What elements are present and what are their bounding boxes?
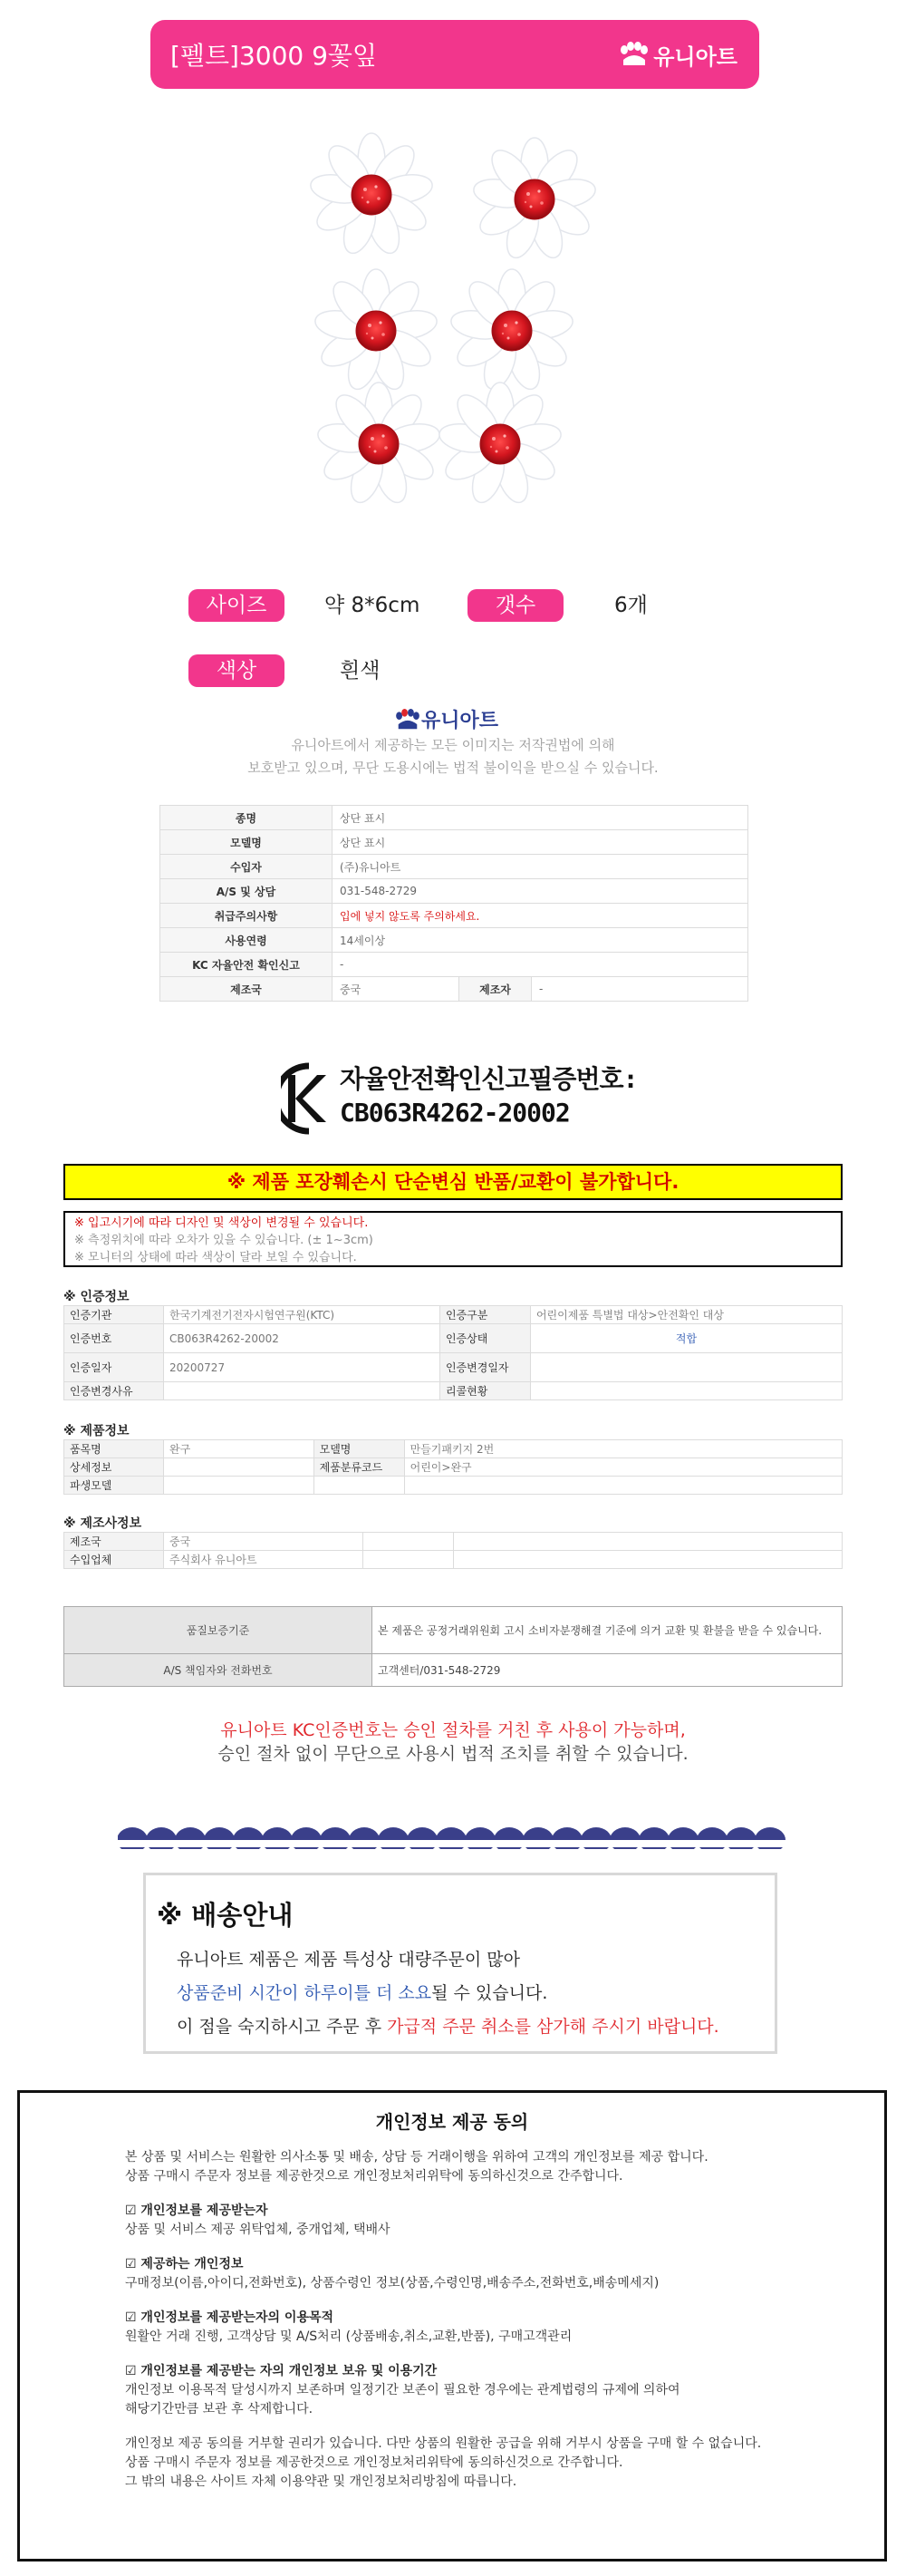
row-value: - [333, 953, 748, 977]
privacy-section-head: ☑ 개인정보를 제공받는 자의 개인정보 보유 및 이용기간 [125, 2364, 438, 2378]
cell: 상세정보 [64, 1458, 164, 1477]
brand-name: 유니아트 [421, 710, 499, 732]
cell: 인증번호 [64, 1324, 164, 1353]
color-value: 흰색 [340, 659, 381, 683]
kc-line: 자율안전확인신고필증번호: [340, 1064, 638, 1094]
maker-section-title: ※ 제조사정보 [63, 1516, 142, 1531]
product-image [290, 127, 616, 508]
table-row [64, 1353, 843, 1382]
kc-cert-number [340, 1062, 637, 1129]
kc-line: CB063R4262-20002 [340, 1098, 570, 1128]
privacy-section [125, 2309, 779, 2347]
shipping-highlight: 가급적 주문 취소를 삼가해 주시기 바랍니다. [387, 2017, 719, 2037]
privacy-section-head: ☑ 개인정보를 제공받는자의 이용목적 [125, 2310, 334, 2325]
notice-line: ※ 입고시기에 따라 디자인 및 색상이 변경될 수 있습니다. [74, 1216, 369, 1230]
color-label: 색상 [188, 654, 284, 687]
cell [164, 1477, 314, 1495]
privacy-section [125, 2202, 779, 2240]
cell [530, 1353, 842, 1382]
cert-section-title: ※ 인증정보 [63, 1290, 130, 1304]
cert-table [63, 1305, 843, 1400]
cell: 적합 [530, 1324, 842, 1353]
table-row [160, 977, 748, 1002]
row-label: KC 자율안전 확인신고 [160, 953, 333, 977]
table-row [160, 928, 748, 953]
table-row [64, 1306, 843, 1324]
flower-1 [308, 133, 434, 257]
cell: 수입업체 [64, 1551, 164, 1569]
cell [164, 1458, 314, 1477]
row-value: 14세이상 [333, 928, 748, 953]
row-value: 입에 넣지 않도록 주의하세요. [333, 904, 748, 928]
table-row [160, 855, 748, 879]
privacy-line: 상품 구매시 주문자 정보를 제공한것으로 개인정보처리위탁에 동의하신것으로 간주합니다. [125, 2169, 623, 2184]
privacy-line: 해당기간만큼 보관 후 삭제합니다. [125, 2402, 313, 2416]
row-label: 취급주의사항 [160, 904, 333, 928]
privacy-line: 상품 및 서비스 제공 위탁업체, 중개업체, 택배사 [125, 2223, 390, 2237]
product-spec-table [63, 1439, 843, 1495]
kc-warning-line: 유니아트 KC인증번호는 승인 절차를 거친 후 사용이 가능하며, [220, 1720, 686, 1740]
cell [454, 1551, 843, 1569]
privacy-line: 원활안 거래 진행, 고객상담 및 A/S처리 (상품배송,취소,교환,반품), 구매고객관리 [125, 2329, 573, 2344]
cell: 고객센터/031-548-2729 [372, 1654, 843, 1687]
table-row [64, 1533, 843, 1551]
maker-table [63, 1532, 843, 1569]
kc-mark-icon [281, 1062, 337, 1135]
cell [363, 1533, 454, 1551]
cell: 모델명 [313, 1440, 404, 1458]
privacy-section [125, 2255, 779, 2293]
flower-3 [313, 269, 439, 393]
cell: 한국기계전기전자시험연구원(KTC) [164, 1306, 440, 1324]
brand-name: 유니아트 [653, 44, 737, 70]
row-label: 사용연령 [160, 928, 333, 953]
product-section-title: ※ 제품정보 [63, 1424, 130, 1438]
cell: 인증변경사유 [64, 1382, 164, 1400]
table-row [64, 1324, 843, 1353]
cell: 품질보증기준 [64, 1607, 372, 1654]
notice-line: ※ 모니터의 상태에 따라 색상이 달라 보일 수 있습니다. [74, 1251, 357, 1264]
kc-usage-warning [91, 1719, 815, 1766]
row-label: 종명 [160, 806, 333, 830]
table-row [64, 1382, 843, 1400]
privacy-line: 상품 구매시 주문자 정보를 제공한것으로 개인정보처리위탁에 동의하신것으로 간주합니다. [125, 2455, 623, 2470]
cell: 제품분류코드 [313, 1458, 404, 1477]
copyright-line: 유니아트에서 제공하는 모든 이미지는 저작권법에 의해 [291, 737, 615, 753]
row-label: 수입자 [160, 855, 333, 879]
row-value: 031-548-2729 [333, 879, 748, 904]
table-row [64, 1654, 843, 1687]
cell: 어린이제품 특별법 대상>안전확인 대상 [530, 1306, 842, 1324]
table-row [160, 830, 748, 855]
row-label: 제조국 [160, 977, 333, 1002]
cell: 중국 [164, 1533, 363, 1551]
table-row [64, 1458, 843, 1477]
cell [404, 1477, 842, 1495]
product-title: [펠트]3000 9꽃잎 [170, 41, 378, 71]
shipping-line [157, 2010, 764, 2044]
shipping-highlight: 상품준비 시간이 하루이틀 더 소요 [177, 1983, 432, 2003]
cell [363, 1551, 454, 1569]
privacy-consent [17, 2090, 887, 2561]
cell: CB063R4262-20002 [164, 1324, 440, 1353]
privacy-line: 개인정보 제공 동의를 거부할 권리가 있습니다. 다만 상품의 원활한 공급을 위해 거부시 상품을 구매 할 수 없습니다. [125, 2436, 762, 2451]
privacy-line: 개인정보 이용목적 달성시까지 보존하며 일정기간 보존이 필요한 경우에는 관계법령의 규제에 의하여 [125, 2383, 680, 2397]
row-label: A/S 및 상담 [160, 879, 333, 904]
cell: 20200727 [164, 1353, 440, 1382]
cell: 인증구분 [439, 1306, 530, 1324]
cell: 제조국 [64, 1533, 164, 1551]
flower-5 [315, 383, 441, 507]
shipping-line: 유니아트 제품은 제품 특성상 대량주문이 많아 [177, 1950, 520, 1970]
table-row [64, 1477, 843, 1495]
cell [530, 1382, 842, 1400]
cell [454, 1533, 843, 1551]
table-row [160, 904, 748, 928]
cell: 만들기패키지 2번 [404, 1440, 842, 1458]
row-value: 상단 표시 [333, 806, 748, 830]
privacy-intro [125, 2148, 779, 2186]
cell: 주식회사 유니아트 [164, 1551, 363, 1569]
privacy-line: 그 밖의 내용은 사이트 자체 이용약관 및 개인정보처리방침에 따릅니다. [125, 2474, 517, 2489]
product-info-table [159, 805, 748, 1002]
notice-line: ※ 측정위치에 따라 오차가 있을 수 있습니다. (± 1~3cm) [74, 1234, 373, 1247]
row-label: 제조자 [459, 977, 532, 1002]
cell: 인증기관 [64, 1306, 164, 1324]
table-row [64, 1551, 843, 1569]
size-label: 사이즈 [188, 589, 284, 622]
privacy-line: 본 상품 및 서비스는 원활한 의사소통 및 배송, 상담 등 거래이행을 위하여 고객의 개인정보를 제공 합니다. [125, 2150, 708, 2164]
privacy-title: 개인정보 제공 동의 [375, 2111, 529, 2133]
row-value: (주)유니아트 [333, 855, 748, 879]
count-value: 6개 [614, 594, 648, 617]
notice-box [63, 1211, 843, 1267]
cell [164, 1382, 440, 1400]
brand-logo-mid [394, 705, 498, 733]
quality-assurance-table [63, 1606, 843, 1687]
size-value: 약 8*6cm [324, 594, 420, 617]
table-row [160, 806, 748, 830]
brand-logo [619, 39, 737, 71]
cell: 인증변경일자 [439, 1353, 530, 1382]
copyright-line: 보호받고 있으며, 무단 도용시에는 법적 불이익을 받으실 수 있습니다. [247, 760, 659, 776]
privacy-section-head: ☑ 개인정보를 제공받는자 [125, 2203, 268, 2218]
cell: 품목명 [64, 1440, 164, 1458]
shipping-text: 될 수 있습니다. [431, 1983, 548, 2003]
table-row [160, 953, 748, 977]
cell: 인증일자 [64, 1353, 164, 1382]
privacy-section [125, 2362, 779, 2419]
copyright-notice [181, 734, 725, 780]
table-row [64, 1607, 843, 1654]
shipping-notice [143, 1873, 777, 2054]
cell: 인증상태 [439, 1324, 530, 1353]
paw-icon [619, 42, 650, 67]
table-row [160, 879, 748, 904]
shipping-title: ※ 배송안내 [157, 1900, 294, 1931]
flower-6 [437, 383, 563, 507]
cell: 본 제품은 공정거래위원회 고시 소비자분쟁해결 기준에 의거 교환 및 환불을 받을 수 있습니다. [372, 1607, 843, 1654]
row-value: 중국 [333, 977, 459, 1002]
table-row [64, 1440, 843, 1458]
cell [313, 1477, 404, 1495]
cell: A/S 책임자와 전화번호 [64, 1654, 372, 1687]
kc-warning-line: 승인 절차 없이 무단으로 사용시 법적 조치를 취할 수 있습니다. [217, 1744, 689, 1764]
privacy-section-head: ☑ 제공하는 개인정보 [125, 2257, 244, 2271]
privacy-outro [125, 2435, 779, 2492]
cell: 어린이>완구 [404, 1458, 842, 1477]
flower-4 [448, 269, 574, 393]
row-value: - [532, 977, 748, 1002]
privacy-line: 구매정보(이름,아이디,전화번호), 상품수령인 정보(상품,수령인명,배송주소,전화번호,배송메세지) [125, 2276, 660, 2290]
paw-icon [394, 709, 421, 731]
shipping-line [157, 1977, 764, 2010]
scallop-divider [118, 1822, 788, 1849]
return-warning-banner: ※ 제품 포장훼손시 단순변심 반품/교환이 불가합니다. [63, 1164, 843, 1200]
shipping-text: 이 점을 숙지하시고 주문 후 [177, 2017, 388, 2037]
cell: 파생모델 [64, 1477, 164, 1495]
count-label: 갯수 [467, 589, 564, 622]
cell: 완구 [164, 1440, 314, 1458]
row-value: 상단 표시 [333, 830, 748, 855]
row-label: 모델명 [160, 830, 333, 855]
cell: 리콜현황 [439, 1382, 530, 1400]
title-banner [150, 20, 759, 89]
flower-2 [471, 138, 597, 262]
